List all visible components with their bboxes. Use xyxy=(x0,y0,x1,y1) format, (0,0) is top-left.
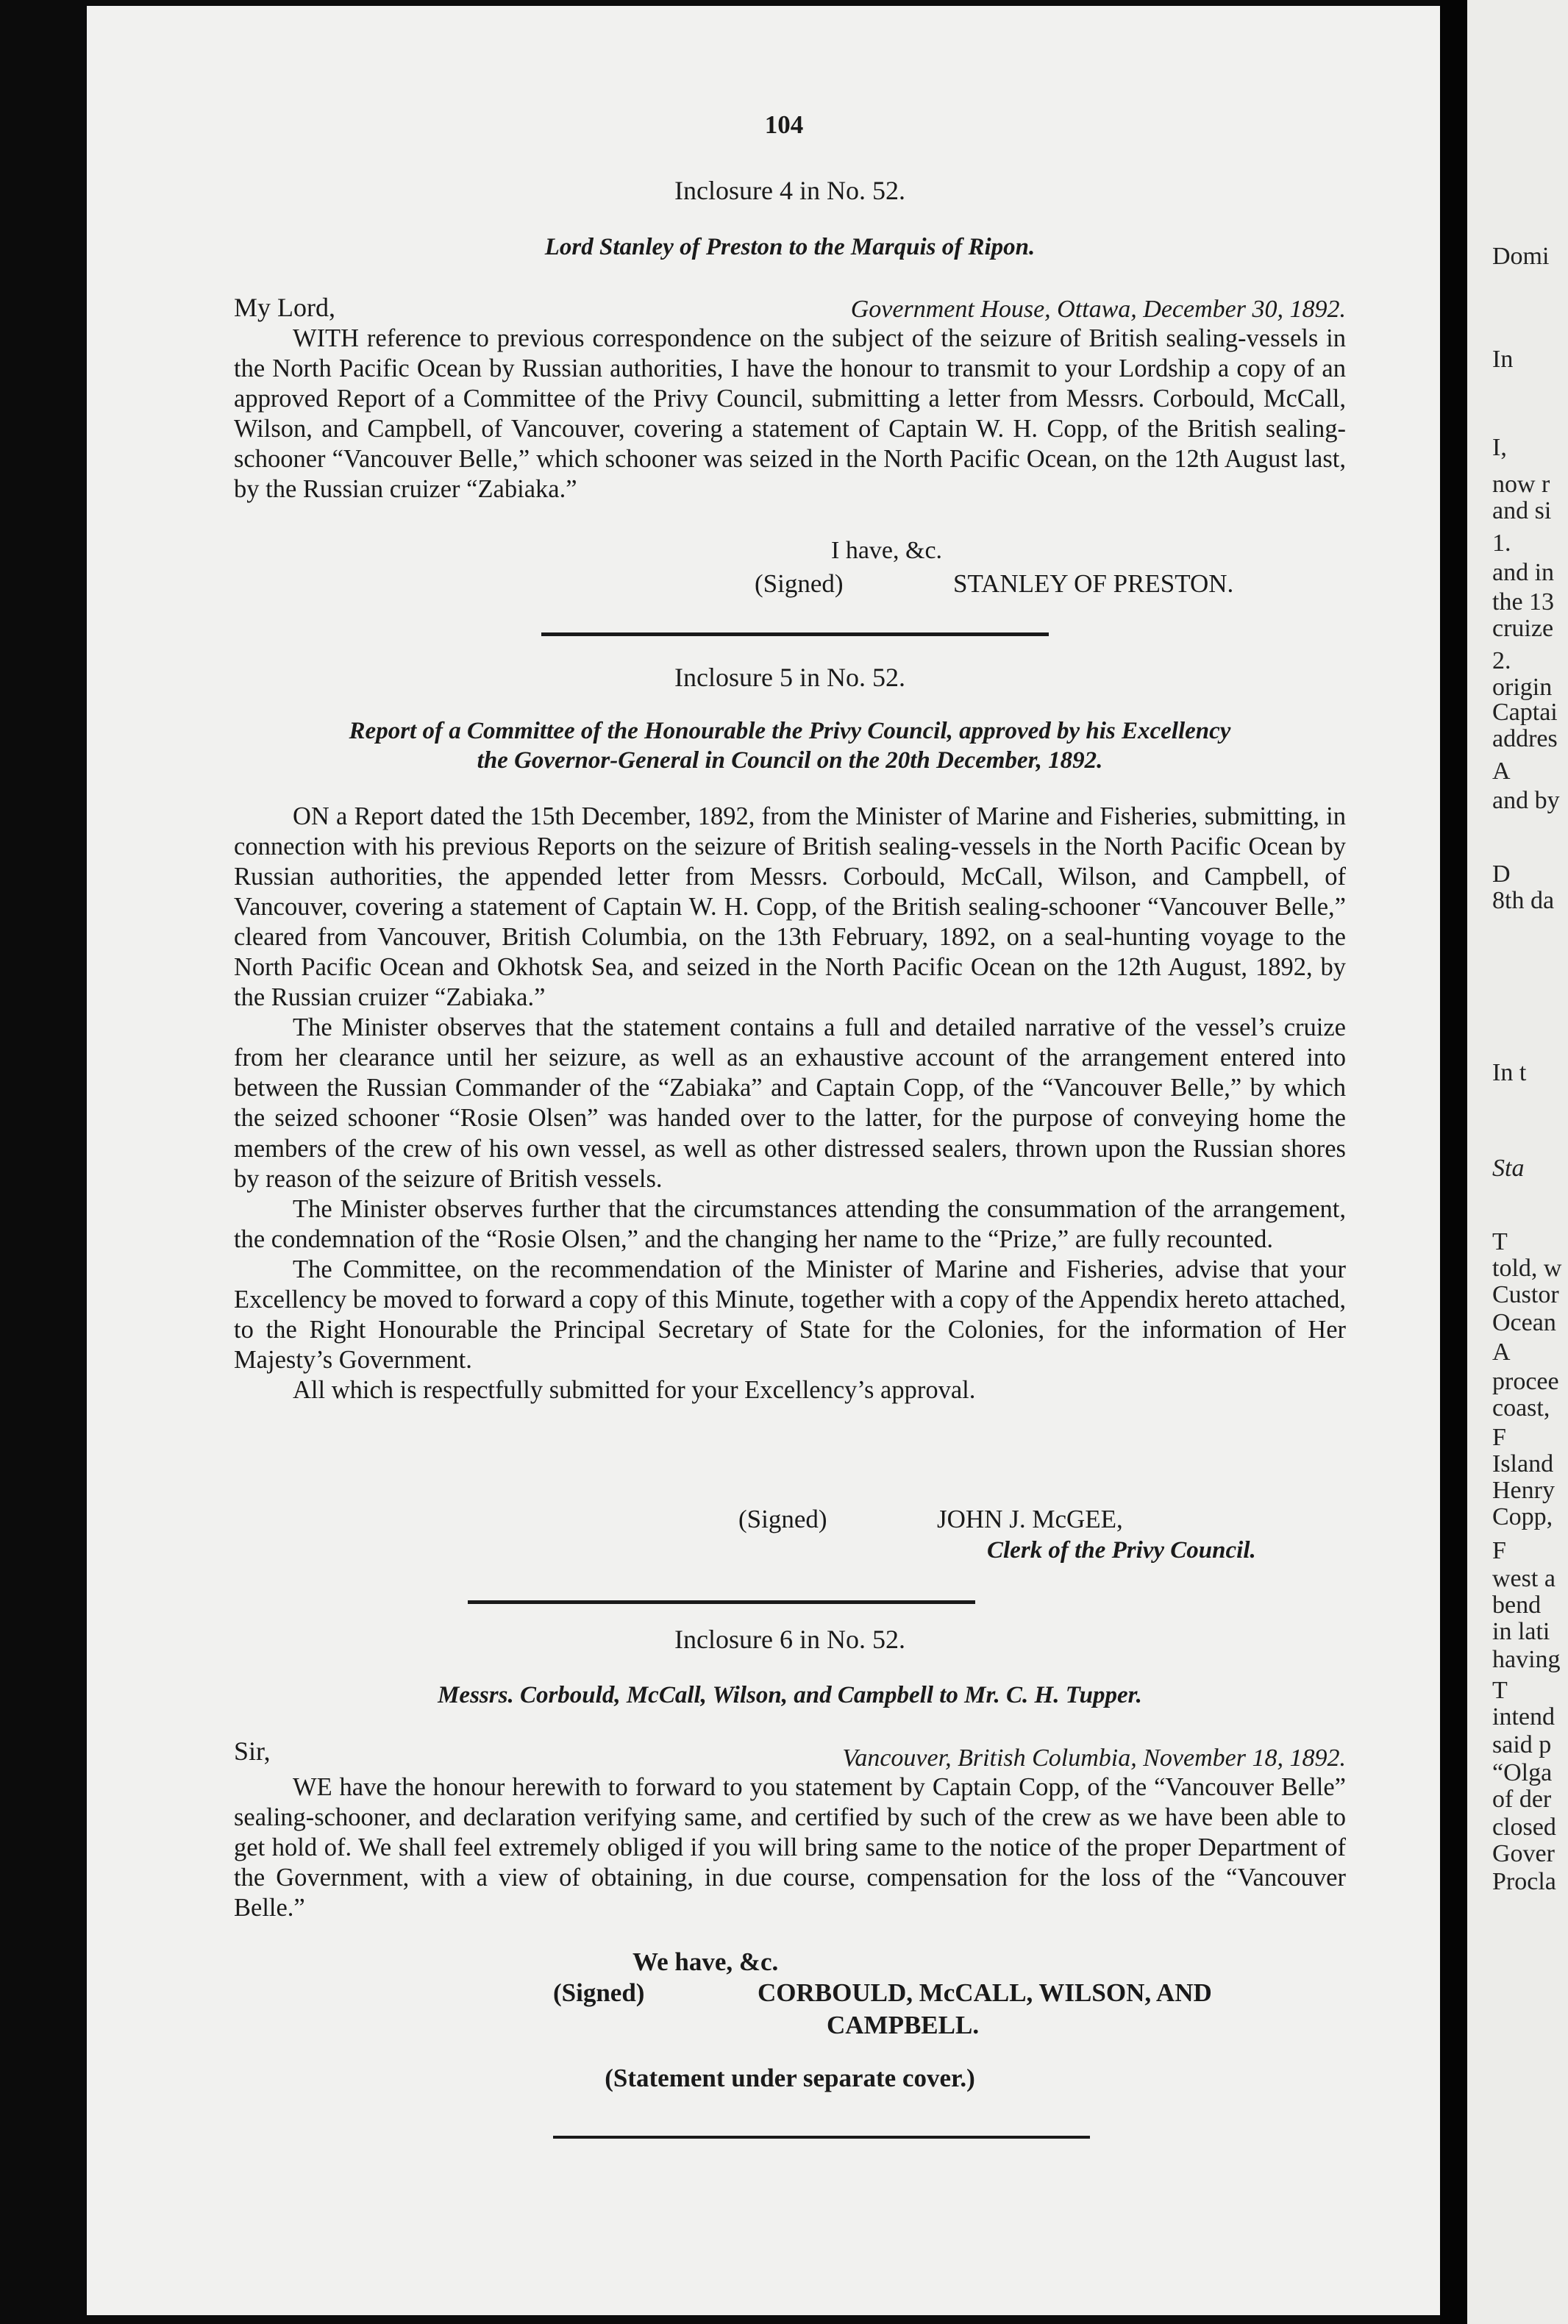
report-paragraph: The Minister observes that the statement contains a full and detailed narrative of the vessel’s cruize from her clearance until her seizure, as well as an exhaustive account of the arrangement entered into between the Russian Commander of the “Zabiaka” and Captain Copp, of the “Vancouver Belle,” by which the seized schooner “Rosie Olsen” was handed over to the latter, for the purpose of conveying home the members of the crew of his own vessel, as well as other distressed sealers, thrown upon the Russian shores by reason of the seizure of British vessels. xyxy=(234,1013,1346,1193)
signed-label: (Signed) xyxy=(755,569,844,598)
facing-page-fragment: Procla xyxy=(1492,1868,1556,1895)
facing-page-fragment: west a xyxy=(1492,1565,1555,1592)
page-gutter xyxy=(1440,0,1467,2324)
facing-page-fragment: Ocean xyxy=(1492,1309,1556,1336)
facing-page-fragment: now r xyxy=(1492,471,1550,498)
facing-page-fragment: I, xyxy=(1492,434,1507,461)
facing-page-fragment: Henry xyxy=(1492,1477,1555,1504)
report-paragraph: The Committee, on the recommendation of the Minister of Marine and Fisheries, advise that your Excellency be moved to forward a copy of this Minute, together with a copy of the Appendix hereto attached, to the Right Honourable the Principal Secretary of State for the Colonies, for the information of Her Majesty’s Government. xyxy=(234,1255,1346,1374)
inclosure-6-heading: Inclosure 6 in No. 52. xyxy=(674,1625,905,1654)
report-paragraph: ON a Report dated the 15th December, 1892, from the Minister of Marine and Fisheries, submitting, in connection with his previous Reports on the seizure of British sealing-vessels in the North Pacific Ocean by Russian authorities, the appended letter from Messrs. Corbould, McCall, Wilson, and Campbell, of Vancouver, covering a statement of Captain W. H. Copp, of the British sealing-schooner “Vancouver Belle,” cleared from Vancouver, British Columbia, on the 13th February, 1892, on a seal-hunting voyage to the North Pacific Ocean and Okhotsk Sea, and seized in the North Pacific Ocean on the 12th August, 1892, by the Russian cruizer “Zabiaka.” xyxy=(234,802,1346,1012)
inclosure-5-report xyxy=(234,802,1346,1405)
facing-page-fragment: Domi xyxy=(1492,243,1550,270)
inclosure-4-body: WITH reference to previous correspondence on the subject of the seizure of British sealing-vessels in the North Pacific Ocean by Russian authorities, I have the honour to transmit to your Lordship a copy of an approved Report of a Committee of the Privy Council, submitting a letter from Messrs. Corbould, McCall, Wilson, and Campbell, of Vancouver, covering a statement of Captain W. H. Copp, of the British sealing-schooner “Vancouver Belle,” which schooner was seized in the North Pacific Ocean, on the 12th August last, by the Russian cruizer “Zabiaka.” xyxy=(234,324,1346,504)
facing-page-fragment: T xyxy=(1492,1677,1508,1704)
signed-label: (Signed) xyxy=(738,1505,827,1533)
facing-page-fragment: In xyxy=(1492,346,1514,373)
facing-page-fragment: Island xyxy=(1492,1450,1554,1478)
facing-page-fragment: F xyxy=(1492,1537,1506,1564)
section-divider xyxy=(541,632,1049,636)
facing-page-fragment: “Olga xyxy=(1492,1759,1553,1786)
section-divider xyxy=(468,1600,975,1604)
facing-page-fragment: the 13 xyxy=(1492,588,1555,616)
inclosure-6-subtitle: Messrs. Corbould, McCall, Wilson, and Campbell to Mr. C. H. Tupper. xyxy=(438,1682,1142,1708)
facing-page-fragment: cruize xyxy=(1492,615,1554,642)
facing-page-fragment: and si xyxy=(1492,497,1552,524)
facing-page-fragment: In t xyxy=(1492,1059,1527,1086)
dateline-ottawa: Government House, Ottawa, December 30, 1892. xyxy=(850,296,1346,323)
salutation-sir: Sir, xyxy=(234,1736,271,1766)
dateline-vancouver: Vancouver, British Columbia, November 18, 1892. xyxy=(842,1744,1346,1772)
facing-page-fragment: F xyxy=(1492,1424,1506,1451)
facing-page-fragment: D xyxy=(1492,860,1511,888)
facing-page-fragment: Captai xyxy=(1492,699,1558,726)
facing-page-fragment: Gover xyxy=(1492,1840,1555,1867)
closing-we-have: We have, &c. xyxy=(632,1947,779,1976)
inclosure-5-subtitle-line2: the Governor-General in Council on the 20th December, 1892. xyxy=(477,747,1103,774)
closing-rule xyxy=(553,2136,1090,2139)
signatory-stanley: STANLEY OF PRESTON. xyxy=(953,569,1234,598)
signatory-title: Clerk of the Privy Council. xyxy=(987,1537,1256,1564)
facing-page-fragment: intend xyxy=(1492,1703,1555,1730)
facing-page-fragment: addres xyxy=(1492,725,1558,752)
facing-page-fragment: T xyxy=(1492,1228,1508,1255)
facing-page-fragment: Copp, xyxy=(1492,1503,1553,1530)
signatory-corbould: CORBOULD, McCALL, WILSON, AND xyxy=(758,1978,1212,2007)
facing-page-fragment: 1. xyxy=(1492,530,1511,557)
facing-page-fragment: closed xyxy=(1492,1814,1556,1841)
facing-page-fragment: 8th da xyxy=(1492,887,1555,914)
facing-page-fragment: A xyxy=(1492,1339,1511,1366)
facing-page-fragment: having xyxy=(1492,1646,1561,1673)
facing-page-fragment: origin xyxy=(1492,674,1553,701)
facing-page xyxy=(1467,0,1568,2324)
signatory-campbell: CAMPBELL. xyxy=(827,2011,980,2039)
facing-page-fragment: coast, xyxy=(1492,1394,1550,1422)
inclosure-4-heading: Inclosure 4 in No. 52. xyxy=(674,176,905,205)
facing-page-fragment: and in xyxy=(1492,559,1555,586)
report-paragraph: All which is respectfully submitted for your Excellency’s approval. xyxy=(293,1375,976,1404)
report-paragraph: The Minister observes further that the circumstances attending the consummation of the arrangement, the condemnation of the “Rosie Olsen,” and the changing her name to the “Prize,” are fully recounted. xyxy=(234,1194,1346,1253)
statement-note: (Statement under separate cover.) xyxy=(605,2064,975,2092)
inclosure-6-body: WE have the honour herewith to forward to you statement by Captain Copp, of the “Vancouver Belle” sealing-schooner, and declaration verifying same, and certified by such of the crew as we have been able to get hold of. We shall feel extremely obliged if you will bring same to the notice of the proper Department of the Government, with a view of obtaining, in due course, compensation for the loss of the “Vancouver Belle.” xyxy=(234,1773,1346,1922)
salutation-my-lord: My Lord, xyxy=(234,293,335,322)
facing-page-fragment: said p xyxy=(1492,1731,1552,1758)
inclosure-4-subtitle: Lord Stanley of Preston to the Marquis of Ripon. xyxy=(544,234,1036,260)
facing-page-fragment: told, w xyxy=(1492,1255,1562,1282)
page-number: 104 xyxy=(764,110,804,139)
closing-i-have: I have, &c. xyxy=(831,537,943,564)
facing-page-fragment: A xyxy=(1492,758,1511,785)
facing-page-fragment: procee xyxy=(1492,1368,1559,1395)
inclosure-5-subtitle-line1: Report of a Committee of the Honourable the Privy Council, approved by his Excellency xyxy=(349,718,1231,744)
signatory-mcgee: JOHN J. McGEE, xyxy=(937,1505,1123,1533)
facing-page-fragment: in lati xyxy=(1492,1618,1550,1645)
facing-page-fragment: 2. xyxy=(1492,647,1511,674)
facing-page-fragment: bend xyxy=(1492,1591,1542,1619)
signed-label: (Signed) xyxy=(553,1978,645,2007)
facing-page-fragment: Sta xyxy=(1492,1155,1525,1182)
inclosure-5-heading: Inclosure 5 in No. 52. xyxy=(674,663,905,692)
facing-page-fragment: and by xyxy=(1492,787,1560,814)
facing-page-fragment: of der xyxy=(1492,1786,1552,1813)
facing-page-fragment: Custor xyxy=(1492,1281,1559,1308)
